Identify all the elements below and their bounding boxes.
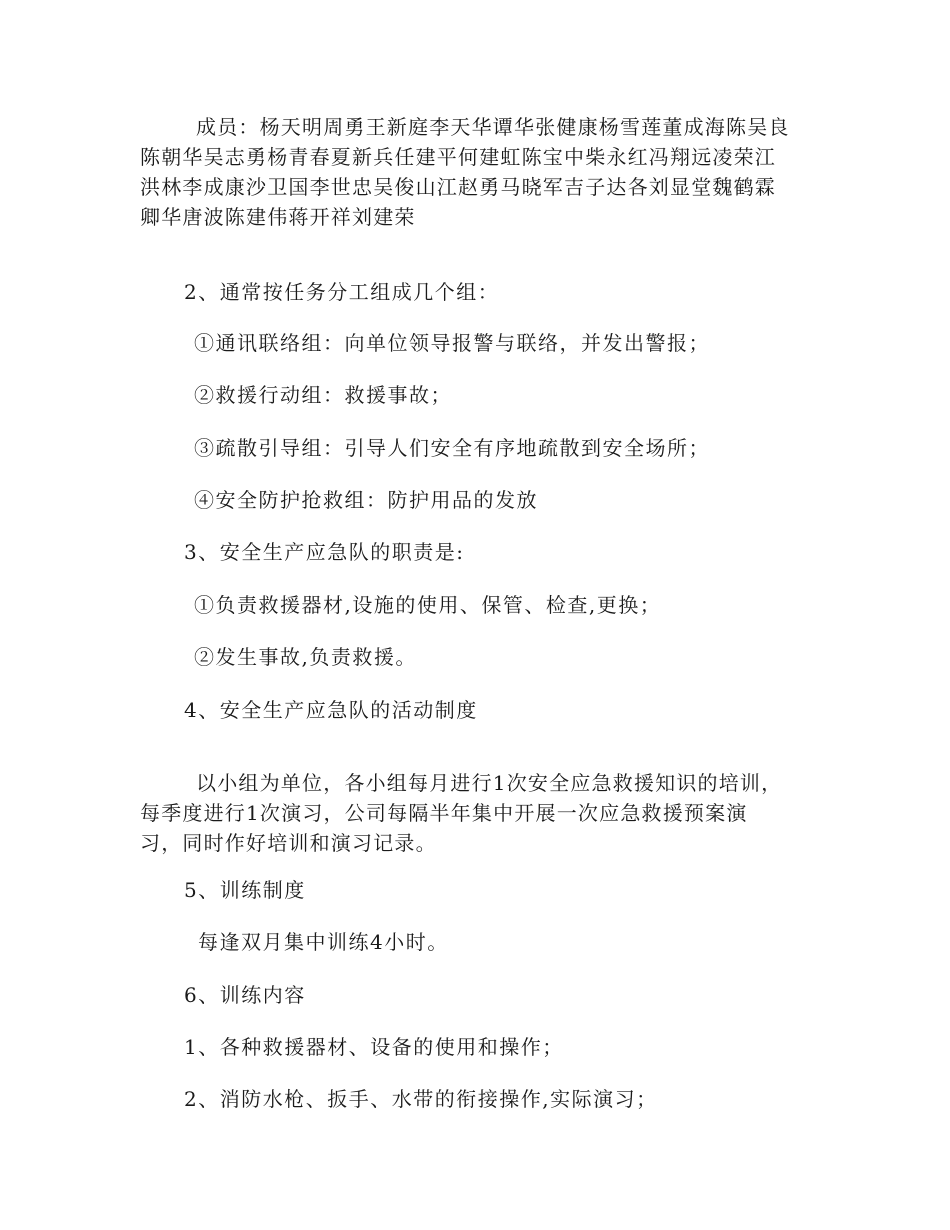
section-6-item-2: 2、消防水枪、扳手、水带的衔接操作,实际演习；	[184, 1087, 658, 1111]
section-3-heading: 3、安全生产应急队的职责是:	[184, 540, 465, 564]
section-2-heading: 2、通常按任务分工组成几个组：	[184, 280, 500, 304]
section-4-line-3: 习，同时作好培训和演习记录。	[140, 831, 437, 855]
section-4-line-1: 以小组为单位，各小组每月进行1次安全应急救援知识的培训，	[196, 771, 783, 795]
section-5-text: 每逢双月集中训练4小时。	[198, 930, 449, 954]
section-2-item-3: ③疏散引导组：引导人们安全有序地疏散到安全场所；	[194, 436, 710, 460]
section-2-item-4: ④安全防护抢救组：防护用品的发放	[194, 488, 538, 512]
section-5-heading: 5、训练制度	[184, 878, 306, 902]
section-2-item-2: ②救援行动组：救援事故；	[194, 383, 452, 407]
section-4-line-2: 每季度进行1次演习，公司每隔半年集中开展一次应急救援预案演	[140, 801, 748, 825]
members-line-3: 洪林李成康沙卫国李世忠吴俊山江赵勇马晓军吉子达各刘显堂魏鹤霖	[140, 175, 776, 199]
section-6-item-1: 1、各种救援器材、设备的使用和操作；	[184, 1035, 564, 1059]
section-6-heading: 6、训练内容	[184, 983, 306, 1007]
members-paragraph	[140, 112, 810, 232]
section-3-item-1: ①负责救援器材,设施的使用、保管、检查,更换；	[194, 593, 662, 617]
section-3-item-2: ②发生事故,负责救援。	[194, 645, 417, 669]
members-line-4: 卿华唐波陈建伟蒋开祥刘建荣	[140, 205, 416, 229]
members-line-1: 成员：杨天明周勇王新庭李天华谭华张健康杨雪莲董成海陈吴良	[196, 115, 790, 139]
section-4-paragraph	[140, 768, 820, 858]
section-2-item-1: ①通讯联络组：向单位领导报警与联络，并发出警报；	[194, 331, 710, 355]
section-4-heading: 4、安全生产应急队的活动制度	[184, 698, 478, 722]
members-line-2: 陈朝华吴志勇杨青春夏新兵任建平何建虹陈宝中柴永红冯翔远凌荣江	[140, 145, 776, 169]
